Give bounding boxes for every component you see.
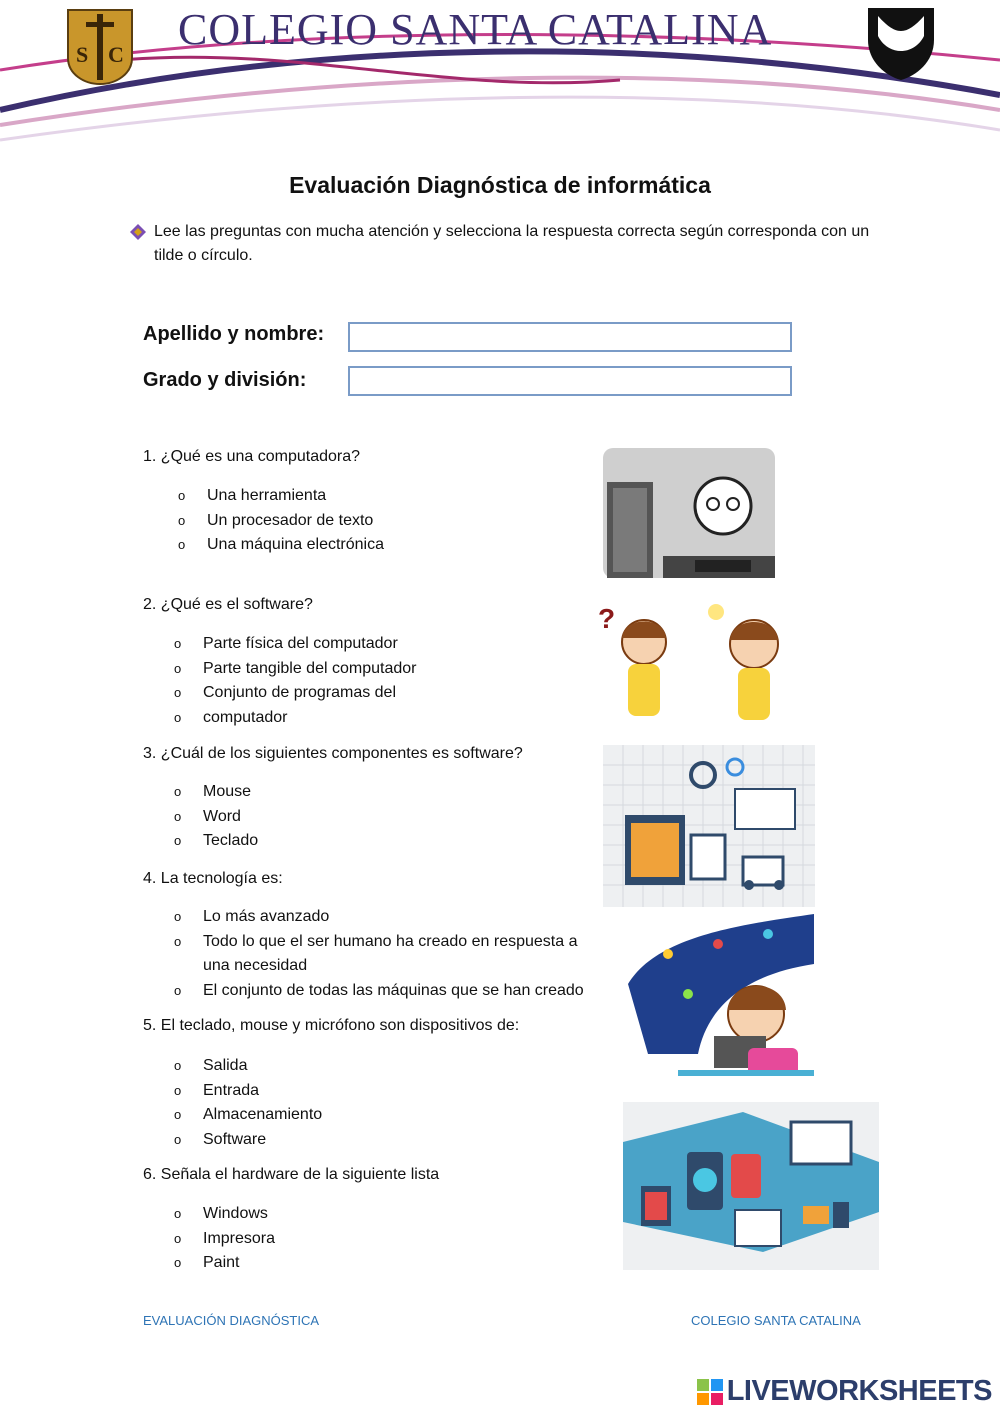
option-item[interactable] bbox=[174, 1079, 322, 1104]
option-label: Parte tangible del computador bbox=[203, 659, 417, 677]
option-label: Salida bbox=[203, 1057, 248, 1074]
svg-text:C: C bbox=[108, 42, 124, 67]
option-label: Impresora bbox=[203, 1229, 276, 1247]
option-marker[interactable]: o bbox=[174, 1058, 182, 1073]
option-item[interactable] bbox=[174, 829, 258, 854]
question-5-options bbox=[174, 1054, 322, 1152]
option-label: El conjunto de todas las máquinas que se han creado bbox=[203, 981, 584, 999]
question-2: 2. ¿Qué es el software? bbox=[143, 596, 313, 613]
option-item[interactable] bbox=[174, 657, 416, 682]
option-marker[interactable]: o bbox=[174, 982, 182, 998]
svg-text:S: S bbox=[76, 42, 89, 67]
option-item[interactable] bbox=[178, 484, 384, 509]
option-label: Un procesador de texto bbox=[207, 511, 374, 529]
devices-illustration-image bbox=[623, 1102, 879, 1270]
option-marker[interactable]: o bbox=[174, 636, 182, 651]
watermark-text: LIVEWORKSHEETS bbox=[726, 1375, 992, 1407]
option-marker[interactable]: o bbox=[174, 1082, 182, 1098]
option-item[interactable] bbox=[174, 805, 258, 830]
option-item[interactable] bbox=[178, 509, 384, 534]
option-label: computador bbox=[203, 708, 288, 726]
option-marker[interactable]: o bbox=[174, 660, 182, 676]
school-crest-icon bbox=[66, 8, 134, 86]
liveworksheets-logo-icon bbox=[697, 1379, 723, 1405]
name-label: Apellido y nombre: bbox=[143, 323, 325, 345]
option-marker[interactable]: o bbox=[174, 685, 182, 700]
option-marker[interactable]: o bbox=[174, 1230, 182, 1246]
option-item[interactable] bbox=[174, 780, 258, 805]
option-label: Parte física del computador bbox=[203, 635, 398, 652]
option-label: Una máquina electrónica bbox=[207, 536, 384, 553]
grade-input[interactable] bbox=[348, 366, 792, 396]
question-3-options bbox=[174, 780, 258, 854]
instructions-text: Lee las preguntas con mucha atención y selecciona la respuesta correcta según corresponda con un tilde o círculo. bbox=[154, 223, 870, 264]
option-label: Entrada bbox=[203, 1081, 260, 1099]
option-item[interactable] bbox=[174, 681, 416, 706]
option-label: Todo lo que el ser humano ha creado en respuesta a una necesidad bbox=[203, 932, 578, 974]
option-item[interactable] bbox=[174, 905, 603, 930]
arrow-bullet-icon bbox=[128, 222, 148, 242]
question-3: 3. ¿Cuál de los siguientes componentes es software? bbox=[143, 745, 523, 762]
computer-cartoon-image bbox=[603, 448, 775, 578]
question-6-options bbox=[174, 1202, 275, 1276]
option-marker[interactable]: o bbox=[174, 709, 182, 725]
option-label: Conjunto de programas del bbox=[203, 684, 397, 701]
option-item[interactable] bbox=[174, 979, 603, 1004]
svg-text:?: ? bbox=[598, 603, 616, 634]
question-1: 1. ¿Qué es una computadora? bbox=[143, 448, 361, 465]
technology-girl-image bbox=[628, 914, 814, 1078]
school-name: COLEGIO SANTA CATALINA bbox=[178, 5, 773, 54]
option-label: Windows bbox=[203, 1205, 268, 1222]
option-marker[interactable]: o bbox=[174, 784, 182, 799]
option-label: Software bbox=[203, 1130, 267, 1148]
option-item[interactable] bbox=[174, 930, 603, 979]
option-marker[interactable]: o bbox=[174, 933, 182, 949]
option-item[interactable] bbox=[174, 1227, 275, 1252]
option-item[interactable] bbox=[174, 1128, 322, 1153]
option-label: Paint bbox=[203, 1254, 240, 1271]
option-item[interactable] bbox=[174, 1202, 275, 1227]
option-label: Teclado bbox=[203, 832, 259, 849]
option-marker[interactable]: o bbox=[174, 808, 182, 824]
question-6: 6. Señala el hardware de la siguiente lista bbox=[143, 1166, 440, 1183]
option-label: Mouse bbox=[203, 783, 252, 800]
kids-thinking-image bbox=[598, 598, 794, 724]
option-label: Una herramienta bbox=[207, 487, 327, 504]
shield-icon bbox=[866, 6, 936, 82]
option-item[interactable] bbox=[174, 1103, 322, 1128]
option-item[interactable] bbox=[174, 706, 416, 731]
option-marker[interactable]: o bbox=[174, 1107, 182, 1122]
option-label: Word bbox=[203, 807, 241, 825]
option-marker[interactable]: o bbox=[174, 1255, 182, 1270]
question-4-options bbox=[174, 905, 603, 1003]
option-marker[interactable]: o bbox=[178, 488, 186, 503]
option-label: Lo más avanzado bbox=[203, 908, 330, 925]
footer-left: EVALUACIÓN DIAGNÓSTICA bbox=[143, 1313, 320, 1328]
page-title: Evaluación Diagnóstica de informática bbox=[289, 172, 711, 198]
option-item[interactable] bbox=[174, 1054, 322, 1079]
option-marker[interactable]: o bbox=[174, 833, 182, 848]
question-4: 4. La tecnología es: bbox=[143, 870, 283, 887]
option-item[interactable] bbox=[178, 533, 384, 558]
question-1-options bbox=[178, 484, 384, 558]
name-input[interactable] bbox=[348, 322, 792, 352]
software-development-image bbox=[603, 745, 815, 907]
option-marker[interactable]: o bbox=[178, 537, 186, 552]
option-marker[interactable]: o bbox=[178, 512, 186, 528]
footer-right: COLEGIO SANTA CATALINA bbox=[691, 1313, 861, 1328]
question-5: 5. El teclado, mouse y micrófono son dispositivos de: bbox=[143, 1017, 520, 1034]
option-item[interactable] bbox=[174, 632, 416, 657]
option-marker[interactable]: o bbox=[174, 1206, 182, 1221]
option-item[interactable] bbox=[174, 1251, 275, 1276]
option-marker[interactable]: o bbox=[174, 1131, 182, 1147]
option-label: Almacenamiento bbox=[203, 1106, 323, 1123]
question-2-options bbox=[174, 632, 416, 730]
grade-label: Grado y división: bbox=[143, 369, 307, 391]
option-marker[interactable]: o bbox=[174, 909, 182, 924]
